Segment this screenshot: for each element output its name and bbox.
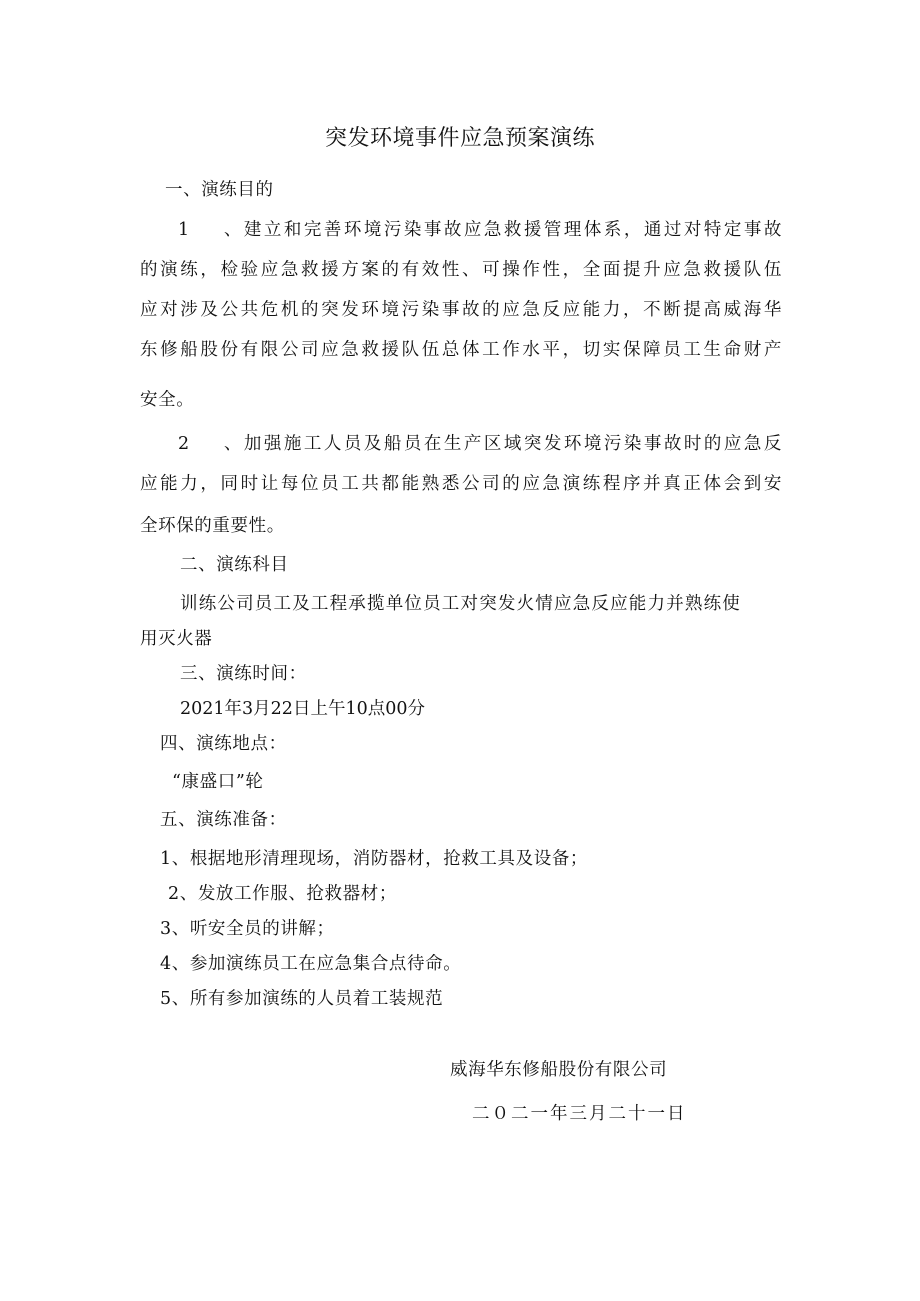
section4-heading: 四、演练地点： xyxy=(160,734,287,754)
item1-line5: 安全。 xyxy=(140,390,195,410)
drill-location: “康盛口”轮 xyxy=(172,772,264,792)
section1-heading: 一、演练目的 xyxy=(165,180,274,200)
item1-number: 1、 xyxy=(178,220,242,240)
item2-text: 加强施工人员及船员在生产区域突发环境污染事故时的应急反 xyxy=(242,434,782,454)
item1-line2: 的演练，检验应急救援方案的有效性、可操作性，全面提升应急救援队伍 xyxy=(140,260,782,280)
prep-item-5: 5、所有参加演练的人员着工装规范 xyxy=(160,989,444,1009)
drill-time: 2021年3月22日上午10点00分 xyxy=(180,699,425,719)
document-title: 突发环境事件应急预案演练 xyxy=(324,126,595,151)
section5-heading: 五、演练准备： xyxy=(160,810,287,830)
prep-item-1: 1、根据地形清理现场，消防器材，抢救工具及设备； xyxy=(160,849,589,869)
prep-item-2: 2、发放工作服、抢救器材； xyxy=(168,884,397,904)
signature-date: 二０二一年三月二十一日 xyxy=(472,1104,687,1124)
prep-item-3: 3、听安全员的讲解； xyxy=(160,919,335,939)
item2-line3: 全环保的重要性。 xyxy=(140,516,285,536)
item2-number: 2、 xyxy=(178,434,242,454)
section2-line2: 用灭火器 xyxy=(140,629,213,649)
signature-company: 威海华东修船股份有限公司 xyxy=(450,1060,668,1080)
section2-line1: 训练公司员工及工程承揽单位员工对突发火情应急反应能力并熟练使 xyxy=(180,594,741,614)
item2-line2: 应能力，同时让每位员工共都能熟悉公司的应急演练程序并真正体会到安 xyxy=(140,474,782,494)
prep-item-4: 4、参加演练员工在应急集合点待命。 xyxy=(160,954,462,974)
item1-line3: 应对涉及公共危机的突发环境污染事故的应急反应能力，不断提高威海华 xyxy=(140,300,782,320)
item1-text: 建立和完善环境污染事故应急救援管理体系，通过对特定事故 xyxy=(242,220,782,240)
section3-heading: 三、演练时间： xyxy=(180,664,307,684)
item1-line4: 东修船股份有限公司应急救援队伍总体工作水平，切实保障员工生命财产 xyxy=(140,340,782,360)
section2-heading: 二、演练科目 xyxy=(180,555,289,575)
item1-line1 xyxy=(140,218,782,242)
item2-line1 xyxy=(140,432,782,456)
